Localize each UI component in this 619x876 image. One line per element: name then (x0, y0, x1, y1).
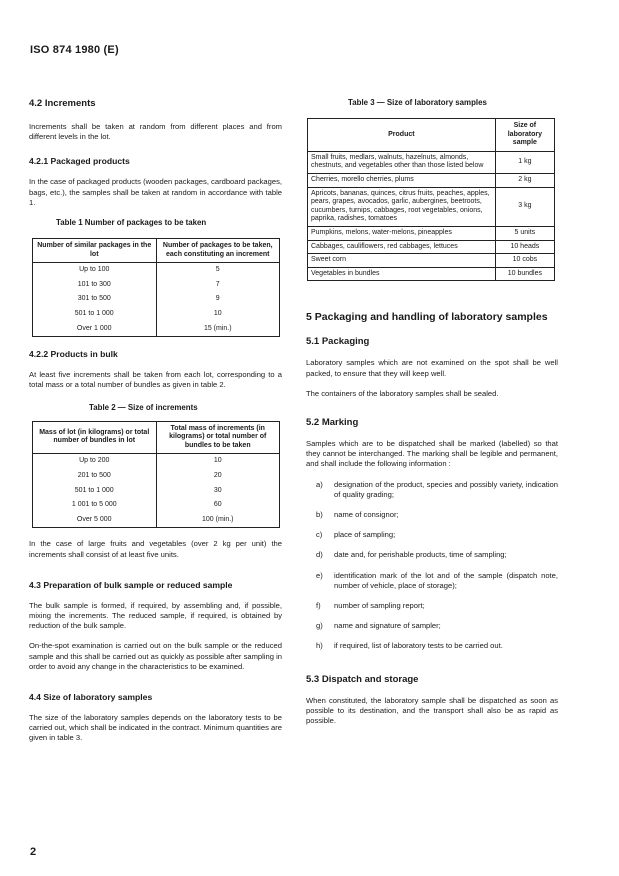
right-column (306, 98, 558, 726)
table-3-col2-header: Size of laboratory sample (495, 119, 554, 152)
section-5-2-text: Samples which are to be dispatched shall be marked (labelled) so that they cannot be interchanged. The marking shall be legible and permanent, and shall include the following information : (306, 438, 558, 469)
left-column (29, 98, 282, 744)
table-3 (307, 118, 555, 281)
table-row (308, 267, 555, 281)
table-cell: 10 (156, 305, 280, 320)
list-item: b) name of consignor; (316, 509, 399, 519)
table-cell: Vegetables in bundles (308, 267, 496, 281)
list-item: h) if required, list of laboratory tests to be carried out. (316, 641, 503, 651)
table-2-caption: Table 2 — Size of increments (89, 402, 198, 412)
table-cell: 5 units (495, 226, 554, 240)
table-cell: Pumpkins, melons, water-melons, pineapples (308, 226, 496, 240)
section-5-heading: 5 Packaging and handling of laboratory samples (306, 311, 548, 324)
table-3-caption: Table 3 — Size of laboratory samples (348, 98, 487, 107)
list-item: g) name and signature of sampler; (316, 621, 441, 631)
section-4-4-text: The size of the laboratory samples depends on the laboratory tests to be carried out, which shall be indicated in the contract. Minimum quantities are given in table 3. (29, 712, 282, 743)
table-cell: 1 001 to 5 000 (33, 496, 157, 511)
table-cell: 100 (min.) (156, 511, 280, 528)
section-5-2-heading: 5.2 Marking (306, 416, 359, 428)
table-row (33, 454, 280, 467)
section-4-3-text-2: On-the-spot examination is carried out on the bulk sample or the reduced sample and this shall be carried out as quickly as possible after sampling in order to avoid any change in the characteristics to be examined. (29, 641, 282, 671)
table-cell: Cabbages, cauliflowers, red cabbages, lettuces (308, 240, 496, 254)
table-row (308, 187, 555, 226)
table-row (33, 263, 280, 276)
list-item: e) identification mark of the lot and of the sample (dispatch note, number of vehicle, place of storage); (316, 570, 558, 590)
list-item: d) date and, for perishable products, time of sampling; (316, 550, 507, 560)
table-cell: Small fruits, medlars, walnuts, hazelnuts, almonds, chestnuts, and vegetables other than those listed below (308, 151, 496, 173)
table-cell: 5 (156, 263, 280, 276)
table-cell: 301 to 500 (33, 290, 157, 305)
section-4-2-heading: 4.2 Increments (29, 98, 96, 109)
large-fruits-note: In the case of large fruits and vegetables (over 2 kg per unit) the increments shall consist of at least five units. (29, 539, 282, 559)
table-cell: Up to 200 (33, 454, 157, 467)
section-4-2-2-text: At least five increments shall be taken from each lot, corresponding to a total mass or a total number of bundles as given in table 2. (29, 370, 282, 390)
table-cell: 9 (156, 290, 280, 305)
table-2-col2-header: Total mass of increments (in kilograms) or total number of bundles to be taken (156, 421, 280, 454)
table-row (308, 254, 555, 268)
table-cell: 501 to 1 000 (33, 482, 157, 497)
table-cell: Up to 100 (33, 263, 157, 276)
table-cell: Sweet corn (308, 254, 496, 268)
table-row (308, 173, 555, 187)
table-2-col1-header: Mass of lot (in kilograms) or total number of bundles in lot (33, 421, 157, 454)
table-cell: 501 to 1 000 (33, 305, 157, 320)
table-row (308, 226, 555, 240)
table-1-caption: Table 1 Number of packages to be taken (56, 218, 207, 228)
table-cell: 1 kg (495, 151, 554, 173)
table-cell: 10 heads (495, 240, 554, 254)
table-cell: 3 kg (495, 187, 554, 226)
section-5-1-heading: 5.1 Packaging (306, 336, 370, 348)
list-item: f) number of sampling report; (316, 600, 425, 610)
table-1-col2-header: Number of packages to be taken, each constituting an increment (156, 239, 280, 263)
section-5-1-text-2: The containers of the laboratory samples shall be sealed. (306, 388, 499, 398)
table-cell: Over 1 000 (33, 320, 157, 337)
table-row (33, 511, 280, 528)
table-cell: 7 (156, 276, 280, 291)
table-row (33, 276, 280, 291)
table-row (33, 305, 280, 320)
table-2 (32, 421, 280, 529)
marking-list (306, 480, 558, 652)
section-4-2-text: Increments shall be taken at random from different places and from different levels in the lot. (29, 122, 282, 142)
list-item: c) place of sampling; (316, 530, 396, 540)
list-item: a) designation of the product, species and possibly variety, indication of quality grading; (316, 479, 558, 499)
section-4-4-heading: 4.4 Size of laboratory samples (29, 691, 153, 702)
table-row (33, 496, 280, 511)
section-4-3-heading: 4.3 Preparation of bulk sample or reduced sample (29, 579, 233, 590)
table-row (308, 151, 555, 173)
table-cell: 20 (156, 467, 280, 482)
section-4-2-1-heading: 4.2.1 Packaged products (29, 156, 130, 167)
section-5-3-text: When constituted, the laboratory sample shall be dispatched as soon as possible to its destination, and the transport shall also be as rapid as possible. (306, 695, 558, 725)
table-row (33, 320, 280, 337)
section-5-3-heading: 5.3 Dispatch and storage (306, 673, 419, 685)
page-number: 2 (30, 846, 37, 858)
section-4-2-1-text: In the case of packaged products (wooden packages, cardboard packages, bags, etc.), the samples shall be taken at random in accordance with table 1. (29, 177, 282, 207)
table-cell: 10 (156, 454, 280, 467)
table-row (33, 467, 280, 482)
document-header: ISO 874 1980 (E) (30, 44, 119, 56)
table-cell: Apricots, bananas, quinces, citrus fruits, peaches, apples, pears, grapes, avocados, garlic, aubergines, beetroots, cucumbers, turnips, cabbages, root vegetables, onions, paprika, radishes, tomatoes (308, 187, 496, 226)
table-row (33, 290, 280, 305)
table-3-col1-header: Product (308, 119, 496, 152)
table-cell: 10 cobs (495, 254, 554, 268)
table-cell: 15 (min.) (156, 320, 280, 337)
section-4-3-text-1: The bulk sample is formed, if required, by assembling and, if possible, mixing the increments. The reduced sample, if required, is obtained by reduction of the bulk sample. (29, 600, 282, 631)
table-cell: Cherries, morello cherries, plums (308, 173, 496, 187)
table-row (308, 240, 555, 254)
table-cell: 60 (156, 496, 280, 511)
table-cell: 10 bundles (495, 267, 554, 281)
table-1-col1-header: Number of similar packages in the lot (33, 239, 157, 263)
table-cell: 101 to 300 (33, 276, 157, 291)
section-4-2-2-heading: 4.2.2 Products in bulk (29, 349, 118, 360)
table-1 (32, 238, 280, 337)
table-cell: 201 to 500 (33, 467, 157, 482)
table-cell: 30 (156, 482, 280, 497)
table-cell: Over 5 000 (33, 511, 157, 528)
table-cell: 2 kg (495, 173, 554, 187)
section-5-1-text-1: Laboratory samples which are not examined on the spot shall be well packed, to ensure that they will keep well. (306, 358, 558, 378)
table-row (33, 482, 280, 497)
